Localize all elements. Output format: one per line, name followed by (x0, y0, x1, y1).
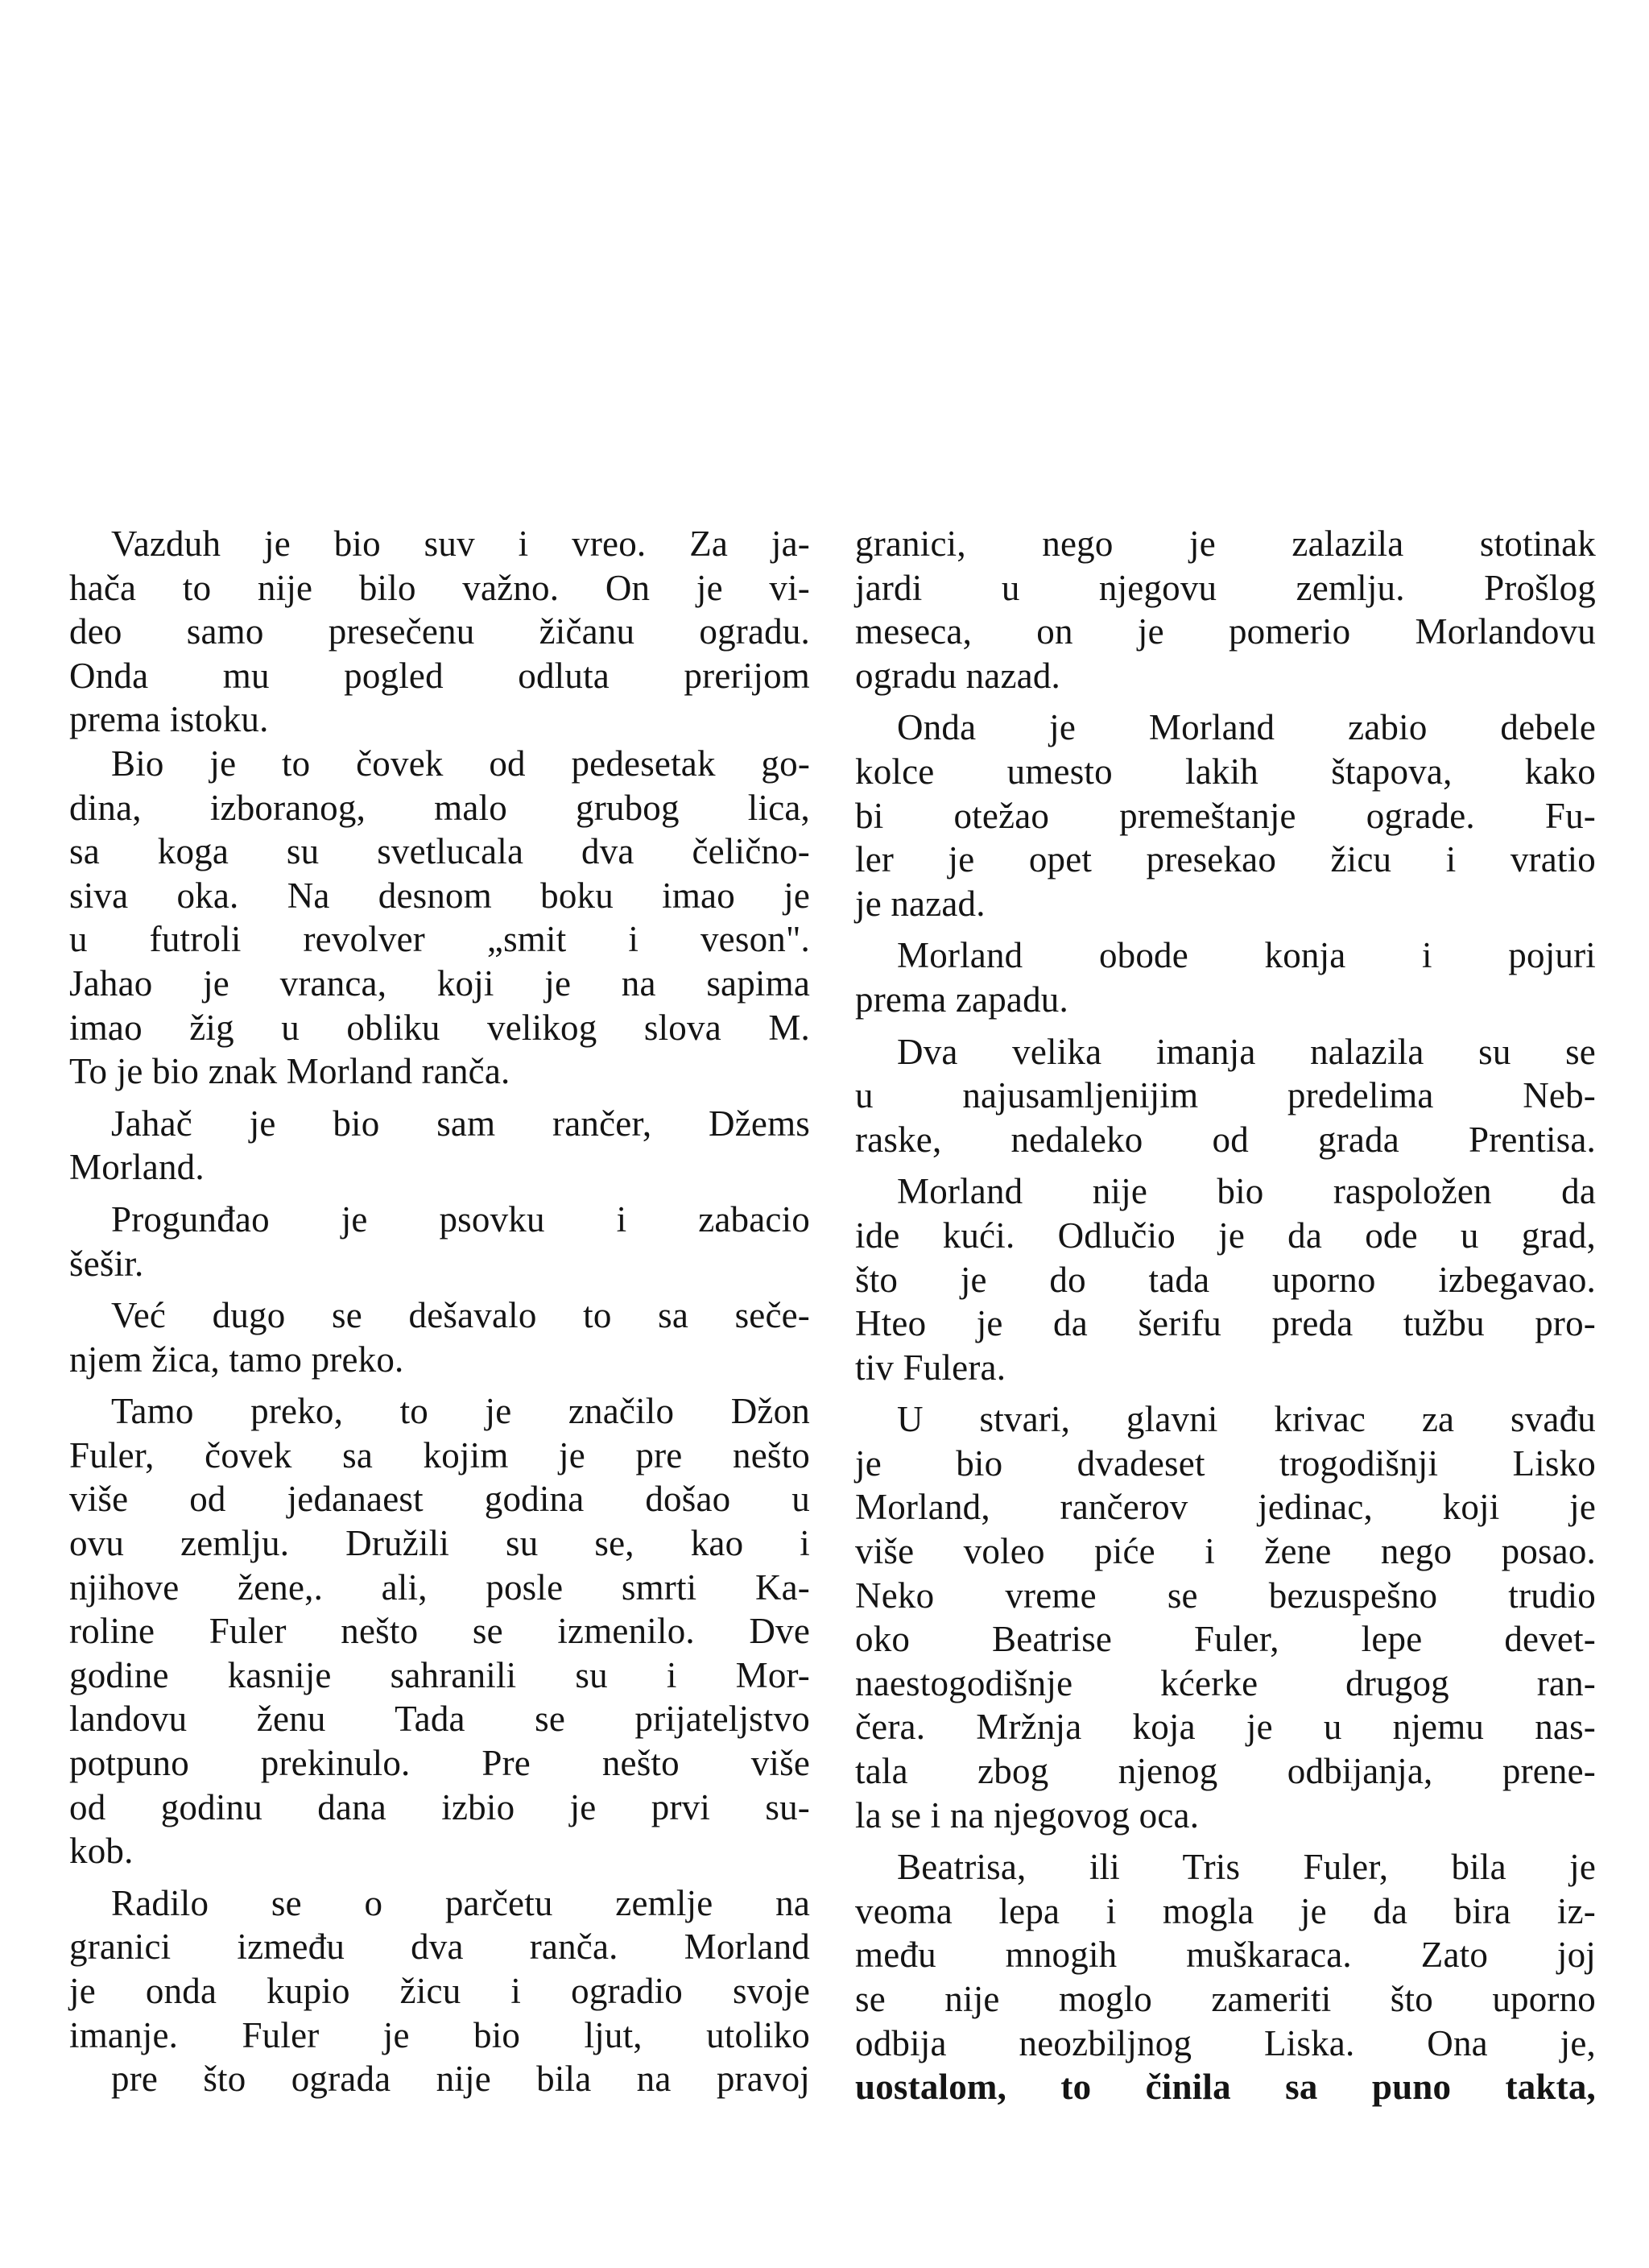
text-line: Onda je Morland zabio debele (897, 707, 1596, 748)
paragraph-gap (855, 925, 1596, 933)
text-line: la se i na njegovog oca. (855, 1794, 1200, 1836)
text-line: raske, nedaleko od grada Prentisa. (855, 1119, 1596, 1160)
text-line: prema zapadu. (855, 979, 1068, 1020)
text-line: kolce umesto lakih štapova, kako (855, 751, 1596, 792)
text-line: tala zbog njenog odbijanja, prene- (855, 1751, 1596, 1792)
text-line: ovu zemlju. Družili su se, kao i (69, 1523, 810, 1564)
text-line: granici između dva ranča. Morland (69, 1927, 810, 1968)
text-line: čera. Mržnja koja je u njemu nas- (855, 1707, 1596, 1748)
text-line: je bio dvadeset trogodišnji Lisko (855, 1442, 1596, 1484)
text-line: Radilo se o parčetu zemlje na (111, 1882, 810, 1923)
text-line: dina, izboranog, malo grubog lica, (69, 787, 810, 828)
text-line: siva oka. Na desnom boku imao je (69, 875, 810, 916)
text-line: Onda mu pogled odluta prerijom (69, 655, 810, 696)
text-line: Već dugo se dešavalo to sa seče- (111, 1295, 810, 1336)
text-line: ide kući. Odlučio je da ode u grad, (855, 1215, 1596, 1256)
text-line: jardi u njegovu zemlju. Prošlog (855, 567, 1596, 608)
text-line: Hteo je da šerifu preda tužbu pro- (855, 1303, 1596, 1344)
paragraph-gap (69, 1190, 810, 1198)
text-line: Beatrisa, ili Tris Fuler, bila je (897, 1847, 1596, 1888)
text-line: se nije moglo zameriti što uporno (855, 1979, 1596, 2019)
text-line: meseca, on je pomerio Morlandovu (855, 611, 1596, 652)
text-line: Morland, rančerov jedinac, koji je (855, 1487, 1596, 1528)
text-column-right (855, 522, 1596, 2109)
text-line: U stvari, glavni krivac za svađu (897, 1399, 1596, 1440)
text-line: ler je opet presekao žicu i vratio (855, 839, 1596, 880)
text-line: njihove žene,. ali, posle smrti Ka- (69, 1566, 810, 1608)
text-line: imanje. Fuler je bio ljut, utoliko (69, 2014, 810, 2055)
paragraph-gap (69, 1381, 810, 1389)
text-line: landovu ženu Tada se prijateljstvo (69, 1699, 810, 1740)
text-line: Bio je to čovek od pedesetak go- (111, 743, 810, 784)
text-line: To je bio znak Morland ranča. (69, 1051, 510, 1092)
text-line: uostalom, to činila sa puno takta, (855, 2067, 1596, 2108)
paragraph-gap (69, 1094, 810, 1102)
text-line: godine kasnije sahranili su i Mor- (69, 1654, 810, 1695)
text-line: Jahao je vranca, koji je na sapima (69, 962, 810, 1004)
text-line: oko Beatrise Fuler, lepe devet- (855, 1619, 1596, 1660)
text-line: ogradu nazad. (855, 655, 1060, 696)
text-line: od godinu dana izbio je prvi su- (69, 1786, 810, 1827)
text-line: više voleo piće i žene nego posao. (855, 1531, 1596, 1572)
text-line: deo samo presečenu žičanu ogradu. (69, 611, 810, 652)
text-line: Dva velika imanja nalazila su se (897, 1031, 1596, 1072)
text-line: potpuno prekinulo. Pre nešto više (69, 1743, 810, 1784)
text-line: Fuler, čovek sa kojim je pre nešto (69, 1434, 810, 1475)
paragraph-gap (855, 1022, 1596, 1030)
text-column-left (69, 522, 810, 2101)
text-line: njem žica, tamo preko. (69, 1339, 404, 1380)
text-line: prema istoku. (69, 699, 269, 740)
text-line: Vazduh je bio suv i vreo. Za ja- (111, 524, 810, 564)
text-line: među mnogih muškaraca. Zato joj (855, 1935, 1596, 1976)
text-line: tiv Fulera. (855, 1347, 1006, 1388)
text-line: naestogodišnje kćerke drugog ran- (855, 1662, 1596, 1703)
paragraph-gap (69, 1285, 810, 1293)
paragraph-gap (855, 1161, 1596, 1169)
text-line: granici, nego je zalazila stotinak (855, 524, 1596, 564)
text-line: Morland obode konja i pojuri (897, 935, 1596, 976)
text-line: u najusamljenijim predelima Neb- (855, 1075, 1596, 1116)
text-line: u futroli revolver „smit i veson". (69, 919, 810, 960)
text-line: Progunđao je psovku i zabacio (111, 1198, 810, 1240)
text-line: sa koga su svetlucala dva čelično- (69, 831, 810, 872)
text-line: kob. (69, 1831, 134, 1872)
text-line: Neko vreme se bezuspešno trudio (855, 1575, 1596, 1616)
paragraph-gap (69, 1873, 810, 1881)
text-line: veoma lepa i mogla je da bira iz- (855, 1890, 1596, 1931)
text-line: je nazad. (855, 883, 986, 924)
paragraph-gap (855, 697, 1596, 706)
text-line: pre što ograda nije bila na pravoj (111, 2059, 810, 2100)
text-line: odbija neozbiljnog Liska. Ona je, (855, 2022, 1596, 2063)
text-line: Morland. (69, 1147, 205, 1188)
text-line: roline Fuler nešto se izmenilo. Dve (69, 1611, 810, 1652)
text-line: što je do tada uporno izbegavao. (855, 1259, 1596, 1300)
text-line: šešir. (69, 1243, 144, 1284)
text-line: Tamo preko, to je značilo Džon (111, 1391, 810, 1432)
paragraph-gap (855, 1389, 1596, 1397)
paragraph-gap (855, 1837, 1596, 1845)
text-line: je onda kupio žicu i ogradio svoje (69, 1971, 810, 2011)
text-line: Morland nije bio raspoložen da (897, 1171, 1596, 1212)
text-line: više od jedanaest godina došao u (69, 1479, 810, 1520)
text-line: bi otežao premeštanje ograde. Fu- (855, 795, 1596, 836)
text-line: Jahač je bio sam rančer, Džems (111, 1103, 810, 1144)
text-line: hača to nije bilo važno. On je vi- (69, 567, 810, 608)
text-line: imao žig u obliku velikog slova M. (69, 1007, 810, 1048)
